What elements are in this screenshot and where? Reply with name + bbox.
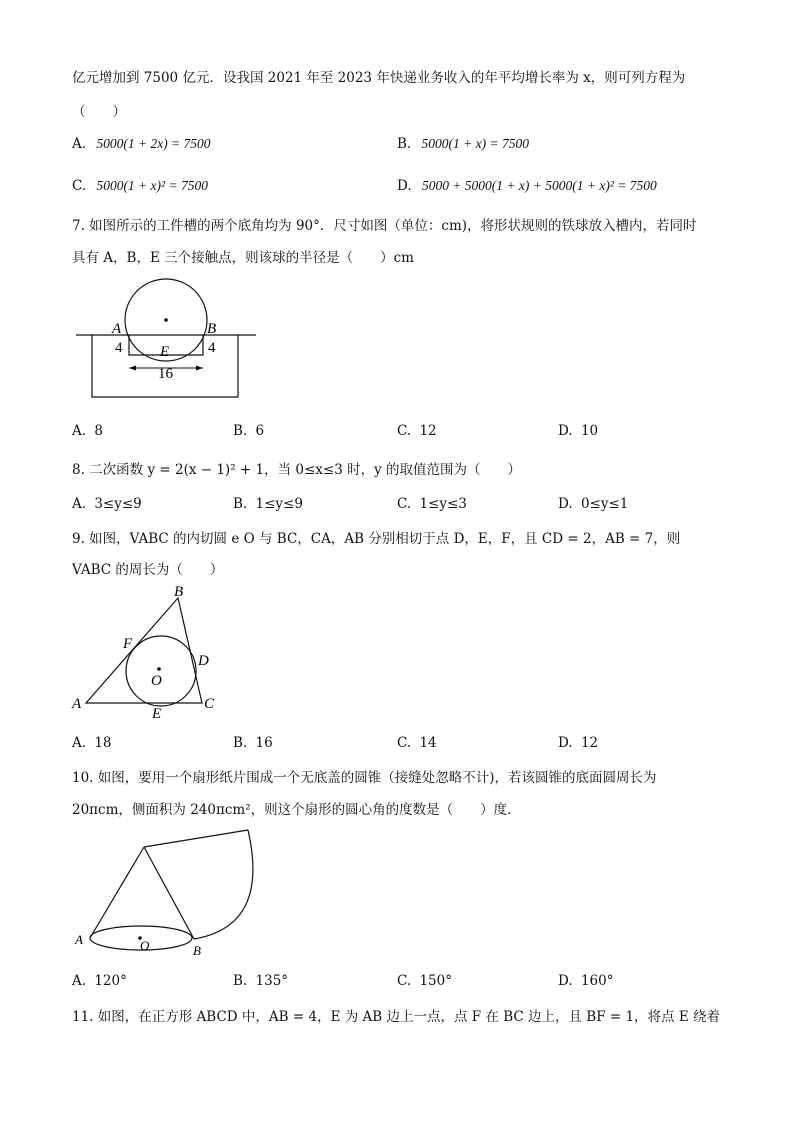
- option-expr: 18: [94, 735, 112, 751]
- option-letter: D.: [558, 496, 573, 512]
- q9-text-line1: 9. 如图，VABC 的内切圆 e O 与 BC，CA，AB 分别相切于点 D，E，F，且 CD = 2，AB = 7，则: [72, 531, 681, 547]
- q9-triangle: [86, 598, 202, 703]
- option-expr: 5000(1 + x)² = 7500: [96, 178, 208, 193]
- q10-option-b: [233, 973, 288, 989]
- option-letter: C.: [397, 423, 412, 439]
- option-expr: 14: [419, 735, 437, 751]
- q10-sector-radius: [144, 830, 248, 847]
- option-expr: 3≤y≤9: [94, 496, 142, 512]
- q10-label-o: O: [140, 938, 150, 953]
- q10-option-a: [72, 973, 127, 989]
- q10-label-a: A: [75, 932, 83, 947]
- option-expr: 135°: [255, 973, 289, 989]
- q7-arrow-left: [129, 366, 136, 371]
- q6-text-line1: 亿元增加到 7500 亿元．设我国 2021 年至 2023 年快递业务收入的年平均增长率为 x，则可列方程为: [72, 70, 686, 86]
- option-expr: 5000(1 + 2x) = 7500: [96, 136, 211, 151]
- q10-cone-right-edge: [144, 847, 194, 939]
- q9-label-f: F: [123, 636, 133, 652]
- q7-figure: [72, 276, 262, 402]
- option-expr: 1≤y≤9: [255, 496, 303, 512]
- option-letter: B.: [233, 735, 248, 751]
- q7-arrow-right: [196, 366, 203, 371]
- q7-label-left-depth: 4: [115, 340, 123, 356]
- q6-option-a: [72, 136, 211, 152]
- q7-label-right-depth: 4: [208, 340, 216, 356]
- option-letter: B.: [233, 496, 248, 512]
- option-letter: B.: [397, 136, 412, 152]
- q9-label-b: B: [174, 584, 184, 600]
- option-letter: C.: [397, 735, 412, 751]
- q9-option-b: [233, 735, 273, 751]
- option-letter: C.: [397, 973, 412, 989]
- q9-label-a: A: [72, 696, 82, 712]
- option-expr: 5000(1 + x) = 7500: [421, 136, 529, 151]
- q8-text-line1: 8. 二次函数 y = 2(x − 1)² + 1，当 0≤x≤3 时，y 的取值范围为（ ）: [72, 462, 522, 478]
- q9-text-line2: VABC 的周长为（ ）: [72, 562, 224, 578]
- q7-label-b: B: [207, 321, 217, 337]
- q9-option-a: [72, 735, 112, 751]
- option-letter: A.: [72, 973, 87, 989]
- option-letter: A.: [72, 423, 87, 439]
- option-expr: 120°: [94, 973, 127, 989]
- q8-option-c: [397, 496, 467, 512]
- q6-text-line2: （ ）: [72, 104, 126, 120]
- q10-option-c: [397, 973, 452, 989]
- q8-option-b: [233, 496, 303, 512]
- q8-option-d: [558, 496, 628, 512]
- option-expr: 1≤y≤3: [419, 496, 467, 512]
- option-expr: 12: [419, 423, 437, 439]
- q6-option-c: [72, 178, 208, 194]
- q8-option-a: [72, 496, 142, 512]
- option-letter: C.: [397, 496, 412, 512]
- q7-label-e: E: [160, 344, 170, 360]
- q10-sector-arc: [194, 830, 253, 939]
- q6-option-d: [397, 178, 657, 194]
- q9-label-e: E: [152, 706, 162, 722]
- q7-text-line2: 具有 A，B，E 三个接触点，则该球的半径是（ ）cm: [72, 250, 414, 266]
- option-expr: 8: [94, 423, 103, 439]
- q9-option-d: [558, 735, 598, 751]
- q10-figure: [70, 826, 260, 962]
- option-letter: D.: [558, 973, 573, 989]
- q9-label-o: O: [151, 673, 162, 689]
- option-expr: 0≤y≤1: [580, 496, 629, 512]
- option-letter: A.: [72, 136, 87, 152]
- q7-option-d: [558, 423, 598, 439]
- option-expr: 6: [255, 423, 265, 439]
- option-letter: D.: [558, 735, 573, 751]
- option-letter: B.: [233, 973, 248, 989]
- option-expr: 150°: [419, 973, 452, 989]
- option-letter: D.: [397, 178, 412, 194]
- q10-label-b: B: [193, 943, 201, 958]
- option-expr: 16: [255, 735, 273, 751]
- q6-option-b: [397, 136, 529, 152]
- q7-option-b: [233, 423, 264, 439]
- q9-option-c: [397, 735, 437, 751]
- q7-option-a: [72, 423, 103, 439]
- q9-incircle: [126, 636, 196, 706]
- q10-cone-left-edge: [90, 847, 144, 938]
- option-letter: A.: [72, 735, 87, 751]
- option-expr: 160°: [580, 973, 614, 989]
- q7-ball-center: [164, 318, 168, 322]
- option-letter: D.: [558, 423, 573, 439]
- q9-label-c: C: [204, 696, 215, 712]
- option-expr: 12: [580, 735, 599, 751]
- option-letter: A.: [72, 496, 87, 512]
- q10-text-line1: 10. 如图，要用一个扇形纸片围成一个无底盖的圆锥（接缝处忽略不计)，若该圆锥的底面圆周长为: [72, 770, 657, 786]
- q9-figure: [68, 582, 228, 724]
- q10-text-line2: 20πcm，侧面积为 240πcm²，则这个扇形的圆心角的度数是（ ）度．: [72, 802, 521, 818]
- option-letter: B.: [233, 423, 248, 439]
- option-expr: 5000 + 5000(1 + x) + 5000(1 + x)² = 7500: [421, 178, 657, 193]
- option-expr: 10: [580, 423, 599, 439]
- q9-center-point: [157, 667, 161, 671]
- option-letter: C.: [72, 178, 87, 194]
- q10-option-d: [558, 973, 613, 989]
- q7-label-width: 16: [158, 366, 173, 382]
- q7-option-c: [397, 423, 437, 439]
- q9-label-d: D: [198, 653, 209, 669]
- q11-text-line1: 11. 如图，在正方形 ABCD 中，AB = 4，E 为 AB 边上一点，点 F 在 BC 边上，且 BF = 1，将点 E 绕着: [72, 1009, 720, 1025]
- q7-text-line1: 7. 如图所示的工件槽的两个底角均为 90°．尺寸如图（单位：cm)，将形状规则的铁球放入槽内，若同时: [72, 218, 697, 234]
- q7-label-a: A: [112, 321, 122, 337]
